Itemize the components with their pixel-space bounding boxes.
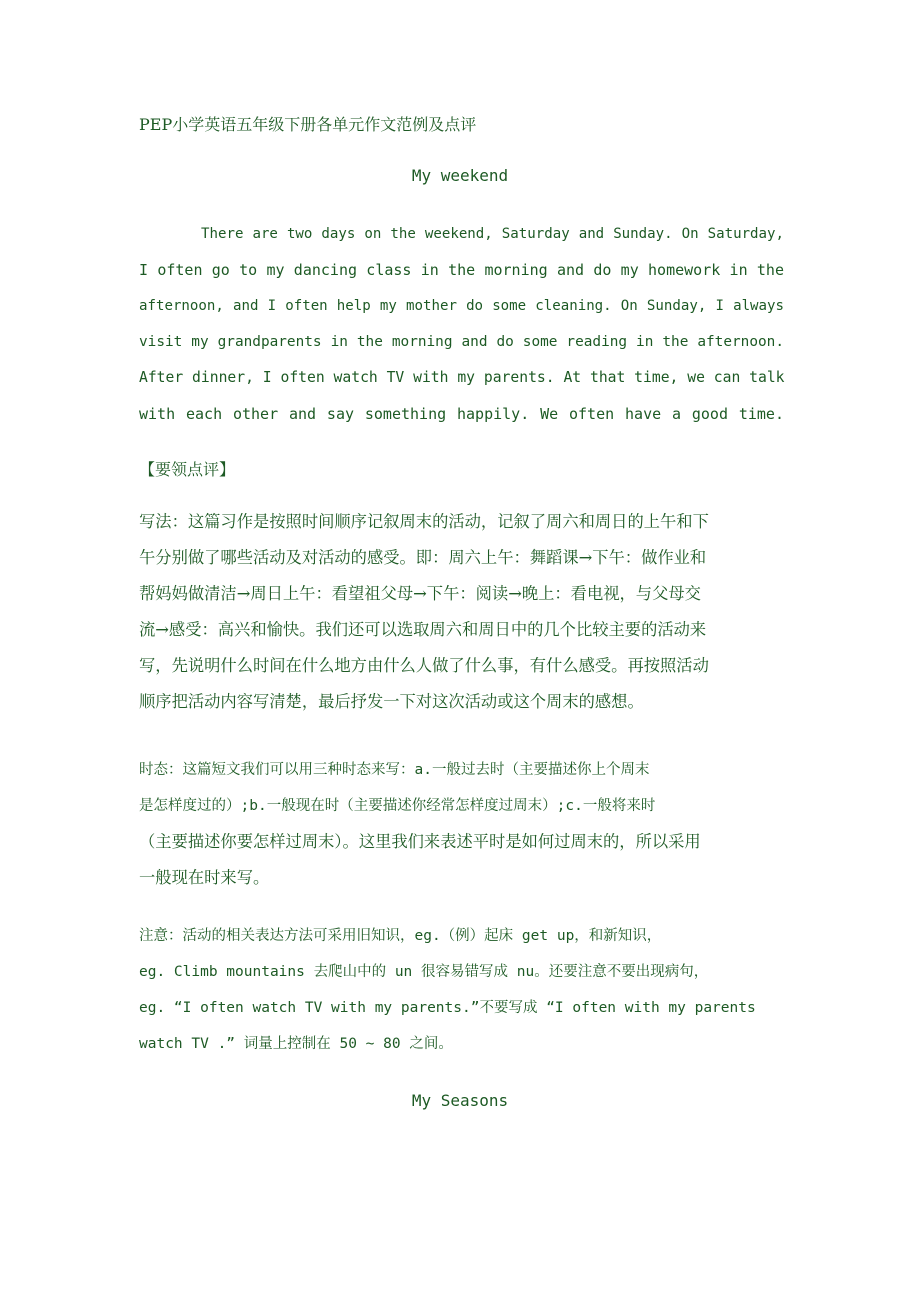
review-heading: 【要领点评】	[139, 460, 236, 479]
writing-line-1: 写法：这篇习作是按照时间顺序记叙周末的活动，记叙了周六和周日的上午和下	[139, 512, 709, 531]
note-paragraph	[139, 924, 839, 1068]
tense-paragraph	[139, 758, 784, 902]
essay-title-my-weekend: My weekend	[411, 166, 509, 185]
essay-title-my-seasons: My Seasons	[411, 1091, 509, 1110]
essay-my-weekend	[139, 222, 784, 438]
writing-line-5: 写，先说明什么时间在什么地方由什么人做了什么事，有什么感受。再按照活动	[139, 656, 709, 675]
writing-line-3: 帮妈妈做清洁→周日上午：看望祖父母→下午：阅读→晚上：看电视，与父母交	[139, 584, 701, 603]
essay-line-2: I often go to my dancing class in the morning and do my homework in the	[139, 261, 784, 279]
tense-line-3: （主要描述你要怎样过周末）。这里我们来表述平时是如何过周末的，所以采用	[139, 832, 701, 851]
writing-method-paragraph	[139, 510, 784, 726]
tense-line-2: 是怎样度过的）;b.一般现在时（主要描述你经常怎样度过周末）;c.一般将来时	[139, 798, 656, 814]
note-line-3: eg. “I often watch TV with my parents.”不要写成 “I often with my parents	[139, 1000, 756, 1016]
tense-line-1: 时态：这篇短文我们可以用三种时态来写：a.一般过去时（主要描述你上个周末	[139, 762, 650, 778]
essay-line-3: afternoon, and I often help my mother do some cleaning. On Sunday, I always	[139, 298, 784, 314]
essay-line-6: with each other and say something happily. We often have a good time.	[139, 405, 784, 423]
writing-line-2: 午分别做了哪些活动及对活动的感受。即：周六上午：舞蹈课→下午：做作业和	[139, 548, 707, 567]
tense-line-4: 一般现在时来写。	[139, 868, 270, 887]
document-title: PEP小学英语五年级下册各单元作文范例及点评	[139, 115, 477, 134]
essay-line-4: visit my grandparents in the morning and do some reading in the afternoon.	[139, 334, 784, 350]
note-line-4: watch TV .” 词量上控制在 50 ~ 80 之间。	[139, 1036, 453, 1052]
writing-line-6: 顺序把活动内容写清楚，最后抒发一下对这次活动或这个周末的感想。	[139, 692, 644, 711]
essay-line-1: There are two days on the weekend, Saturday and Sunday. On Saturday,	[201, 226, 784, 242]
note-line-1: 注意：活动的相关表达方法可采用旧知识，eg.（例）起床 get up，和新知识，	[139, 928, 662, 944]
writing-line-4: 流→感受：高兴和愉快。我们还可以选取周六和周日中的几个比较主要的活动来	[139, 620, 707, 639]
essay-line-5: After dinner, I often watch TV with my parents. At that time, we can talk	[139, 369, 785, 386]
note-line-2: eg. Climb mountains 去爬山中的 un 很容易错写成 nu。还要注意不要出现病句，	[139, 964, 709, 980]
